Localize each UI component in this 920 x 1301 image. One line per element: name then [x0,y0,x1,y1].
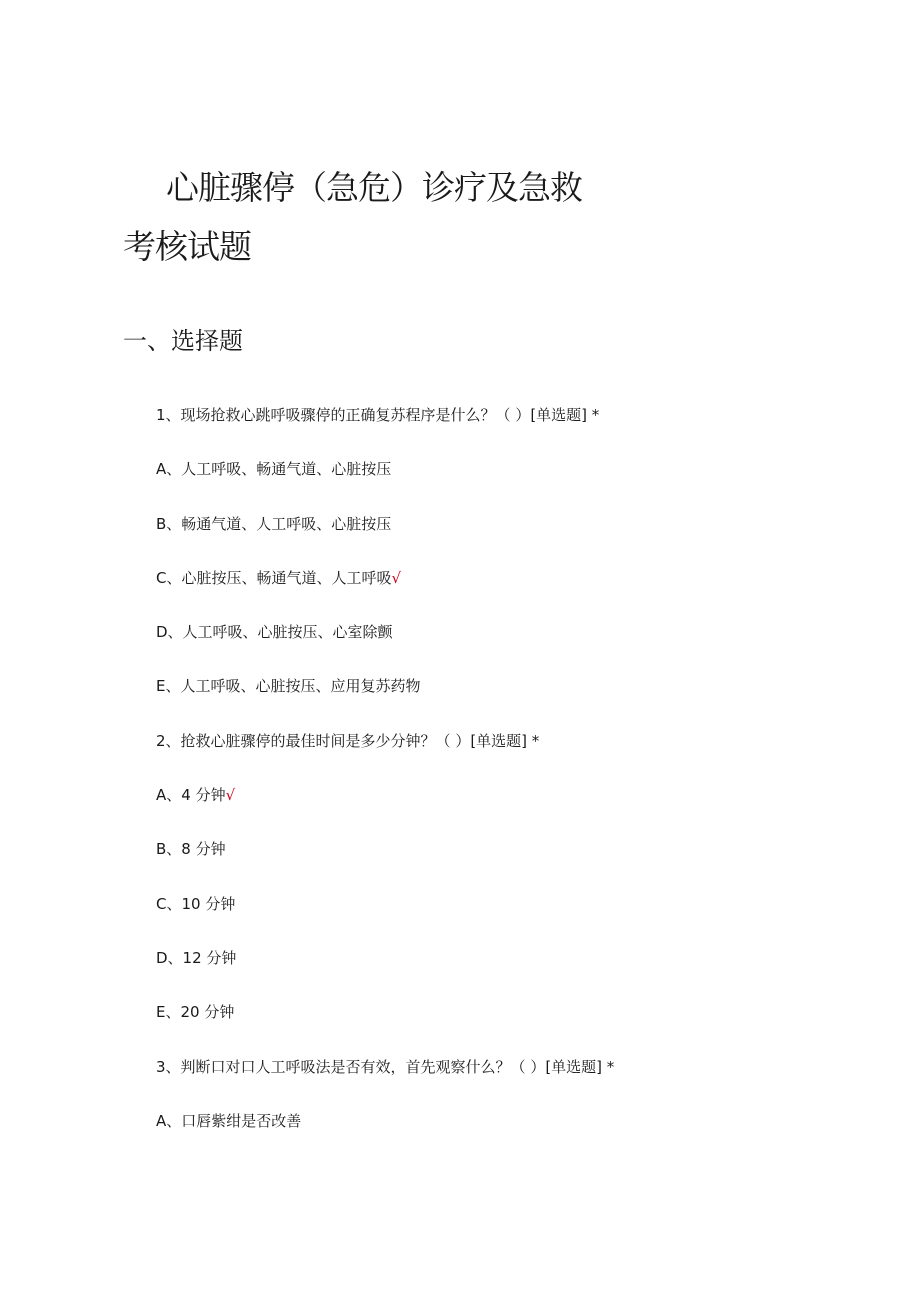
option-label: E、人工呼吸、心脏按压、应用复苏药物 [156,677,421,696]
document-title-line-2: 考核试题 [123,227,251,266]
question-3-option-a [156,1106,856,1160]
option-label: A、口唇紫绀是否改善 [156,1111,302,1130]
option-label: C、10 分钟 [156,894,236,913]
question-1-option-d [156,617,856,671]
question-2-option-c [156,889,856,943]
document-title-line-1: 心脏骤停（急危）诊疗及急救 [166,168,582,207]
option-label: C、心脏按压、畅通气道、人工呼吸 [156,568,392,587]
option-label: A、4 分钟 [156,786,226,805]
question-1-option-b [156,509,856,563]
section-heading: 一、选择题 [123,327,243,355]
check-mark-icon: √ [225,786,236,805]
option-label: E、20 分钟 [156,1003,235,1022]
option-label: B、8 分钟 [156,840,226,859]
option-label: B、畅通气道、人工呼吸、心脏按压 [156,514,392,533]
question-1-option-a [156,454,856,508]
check-mark-icon: √ [391,568,402,587]
question-3-text: 3、判断口对口人工呼吸法是否有效，首先观察什么？（ ）[单选题] * [156,1057,615,1076]
question-1-text: 1、现场抢救心跳呼吸骤停的正确复苏程序是什么？（ ）[单选题] * [156,406,600,424]
question-2-option-b [156,834,856,888]
option-label: D、人工呼吸、心脏按压、心室除颤 [156,623,393,642]
option-label: A、人工呼吸、畅通气道、心脏按压 [156,460,392,479]
question-2-option-a [156,780,856,834]
question-list [156,400,856,1160]
question-2-option-d [156,943,856,997]
option-label: D、12 分钟 [156,948,237,967]
question-1-option-c [156,563,856,617]
question-1-option-e [156,671,856,725]
question-2-text: 2、抢救心脏骤停的最佳时间是多少分钟？（ ）[单选题] * [156,731,540,750]
question-2-option-e [156,997,856,1051]
